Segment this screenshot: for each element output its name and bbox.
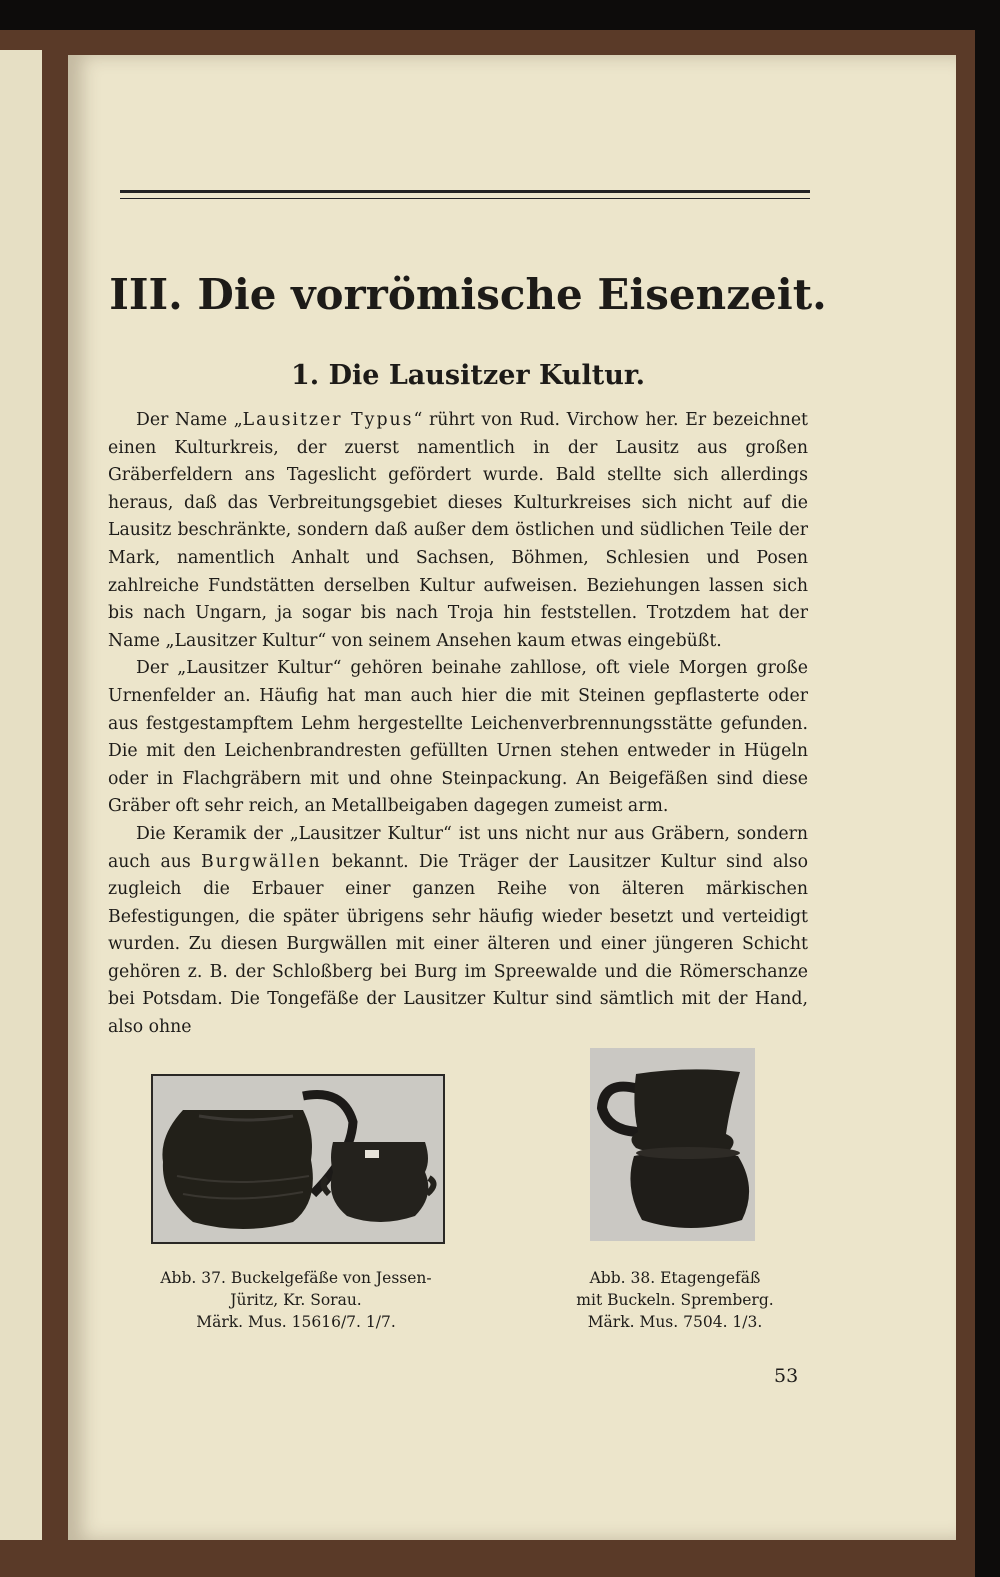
previous-page-edge	[0, 50, 42, 1540]
header-rule-thin	[120, 198, 810, 199]
page-number: 53	[774, 1365, 799, 1387]
figure-37-caption-line-3: Märk. Mus. 15616/7. 1/7.	[196, 1313, 396, 1331]
figure-38-caption-line-1: Abb. 38. Etagengefäß	[589, 1269, 761, 1287]
header-rule-thick	[120, 190, 810, 193]
body-text	[108, 407, 808, 1042]
figure-38-photo	[590, 1048, 755, 1241]
text-run: bekannt. Die Träger der Lausitzer Kultur sind also zugleich die Erbauer einer ganzen Reihe von älteren märkischen Befestigungen, die später übrigens sehr häufig wieder besetzt und verteidigt wurden. Zu diesen Burgwällen mit einer älteren und einer jüngeren Schicht gehören z. B. der Schloßberg bei Burg im Spreewalde und die Römerschanze bei Potsdam. Die Tongefäße der Lausitzer Kultur sind sämtlich mit der Hand, also ohne	[108, 851, 809, 1038]
buckel-vessels-image	[153, 1076, 443, 1242]
figure-38-caption-line-3: Märk. Mus. 7504. 1/3.	[587, 1313, 763, 1331]
paragraph-2	[108, 655, 808, 821]
spaced-emphasis: Burgwällen	[200, 851, 322, 872]
text-run: Die Keramik der „Lausitzer Kultur“ ist uns nicht nur aus Gräbern, sondern auch aus	[108, 823, 808, 872]
etagen-vessel-image	[590, 1048, 755, 1241]
text-run: Der „Lausitzer Kultur“ gehören beinahe zahllose, oft viele Morgen große Urnenfelder an. Häufig hat man auch hier die mit Steinen gepflasterte oder aus festgestampftem Lehm hergestellte Leichenverbrennungsstätte gefunden. Die mit den Leichenbrandresten gefüllten Urnen stehen entweder in Hügeln oder in Flachgräbern mit und ohne Steinpackung. An Beigefäßen sind diese Gräber oft sehr reich, an Metallbeigaben dagegen zumeist arm.	[108, 658, 808, 817]
figure-37-caption-line-1: Abb. 37. Buckelgefäße von Jessen-	[160, 1269, 432, 1287]
spaced-emphasis: Lausitzer Typus	[242, 410, 414, 430]
chapter-title: III. Die vorrömische Eisenzeit.	[109, 270, 827, 319]
figure-37-photo	[151, 1074, 445, 1244]
figure-37-caption-line-2: Jüritz, Kr. Sorau.	[230, 1291, 362, 1309]
figure-38-caption-line-2: mit Buckeln. Spremberg.	[576, 1291, 774, 1309]
text-run: Der Name „	[136, 410, 243, 430]
book-page	[68, 55, 956, 1540]
paragraph-1	[108, 407, 808, 655]
section-title: 1. Die Lausitzer Kultur.	[290, 360, 646, 391]
text-run: “ rührt von Rud. Virchow her. Er bezeichnet einen Kulturkreis, der zuerst namentlich in der Lausitz aus großen Gräberfeldern ans Tageslicht gefördert wurde. Bald stellte sich allerdings heraus, daß das Verbreitungsgebiet dieses Kulturkreises sich nicht auf die Lausitz beschränkte, sondern daß außer dem östlichen und südlichen Teile der Mark, namentlich Anhalt und Sachsen, Böhmen, Schlesien und Posen zahlreiche Fundstätten derselben Kultur aufweisen. Beziehungen lassen sich bis nach Ungarn, ja sogar bis nach Troja hin feststellen. Trotzdem hat der Name „Lausitzer Kultur“ von seinem Ansehen kaum etwas eingebüßt.	[108, 410, 808, 651]
paragraph-3	[108, 821, 808, 1042]
figure-38-caption	[560, 1267, 790, 1333]
figure-37-caption	[126, 1267, 466, 1333]
